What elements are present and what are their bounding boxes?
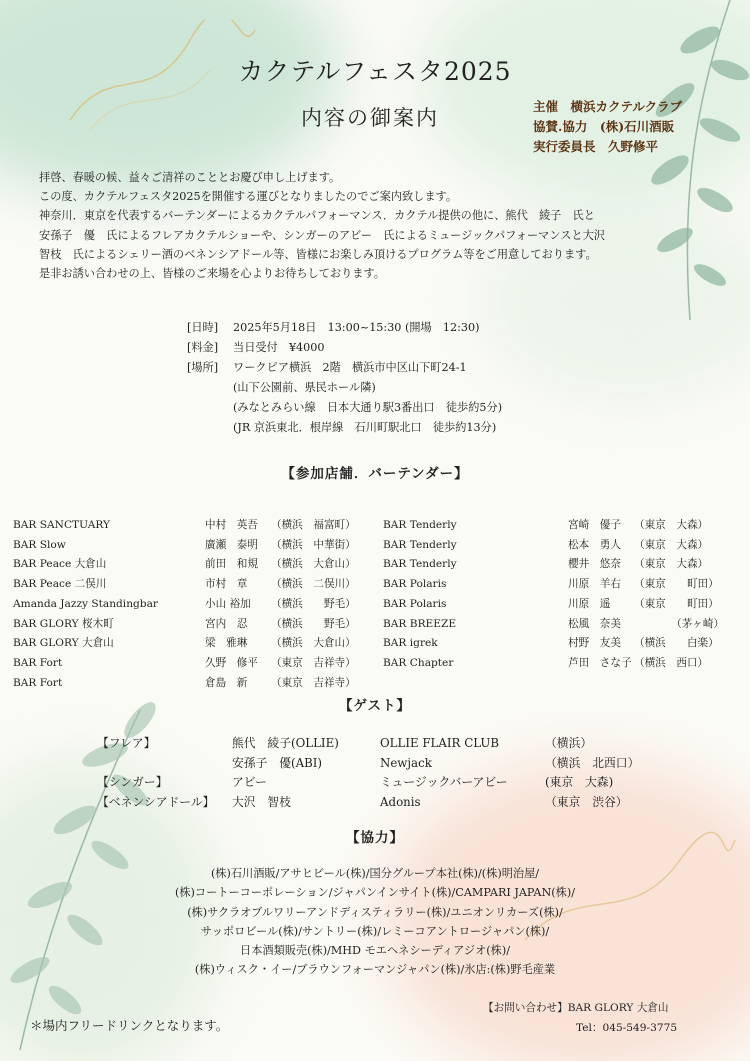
bar-area: （東京 大森） — [634, 519, 709, 531]
bar-name: BAR Fort — [13, 656, 63, 669]
event-place-label: [場所] — [187, 361, 219, 374]
bartender-name: 松本 勇人 — [568, 538, 621, 551]
bartender-row — [13, 516, 356, 536]
guest-name: 大沢 智枝 — [232, 794, 291, 809]
guest-area: （東京 渋谷） — [545, 794, 628, 809]
bar-area: （横浜 白楽） — [634, 637, 719, 650]
event-fee-row — [187, 338, 502, 358]
bartender-name: 廣瀬 泰明 — [205, 538, 258, 551]
guest-name: 安孫子 優(ABI) — [232, 755, 323, 770]
sponsor-line: (株)サクラオブルワリーアンドディスティラリー(株)/ユニオンリカーズ(株)/ — [187, 905, 563, 919]
bar-area: （横浜 大倉山） — [271, 637, 356, 650]
organizers-block — [533, 97, 682, 157]
guest-org: Adonis — [380, 794, 421, 809]
bartender-row — [13, 615, 356, 635]
bartender-row — [383, 516, 724, 536]
sponsor-line: サッポロビール(株)/サントリー(株)/レミーコアントロージャパン(株)/ — [200, 924, 550, 938]
guest-name: アビー — [232, 775, 267, 789]
bar-name: BAR BREEZE — [383, 617, 457, 630]
sponsor-line: (株)コートーコーポレーション/ジャパンインサイト(株)/CAMPARI JAPAN(株)/ — [175, 886, 575, 900]
intro-line: 智枝 氏によるシェリー酒のベネンシアドール等、皆様にお楽しみ頂けるプログラム等をご用意しております。 — [39, 247, 597, 261]
bartenders-list-right — [383, 516, 724, 674]
event-date-row — [187, 318, 502, 338]
bartender-name: 櫻井 悠奈 — [568, 558, 621, 571]
bartender-row — [13, 634, 356, 654]
guest-role: 【ベネンシアドール】 — [97, 794, 215, 809]
page-subtitle: 内容の御案内 — [301, 106, 439, 130]
bar-area: （東京 町田） — [634, 597, 719, 610]
bar-name: BAR Tenderly — [383, 538, 457, 551]
bartender-name: 村野 友美 — [568, 637, 621, 650]
bartender-name: 松風 奈美 — [568, 617, 621, 630]
guests-list — [97, 734, 639, 812]
bar-area: （横浜 西口） — [634, 656, 709, 669]
intro-line: 拝啓、春暖の候、益々ご清祥のこととお慶び申し上げます。 — [39, 171, 341, 184]
bar-name: BAR Chapter — [383, 656, 454, 669]
bar-area: （東京 吉祥寺） — [271, 656, 356, 669]
bar-area: （横浜 福富町） — [271, 519, 356, 531]
bar-area: （横浜 大倉山） — [271, 558, 356, 571]
bar-name: BAR GLORY 大倉山 — [13, 637, 114, 650]
bartender-name: 倉島 新 — [205, 676, 248, 689]
bartender-row — [383, 615, 724, 635]
bar-name: Amanda Jazzy Standingbar — [13, 597, 158, 610]
guest-role: 【フレア】 — [97, 736, 156, 750]
free-drink-note: ＊場内フリードリンクとなります。 — [30, 1018, 229, 1033]
contact-label: 【お問い合わせ】BAR GLORY 大倉山 — [483, 1002, 669, 1014]
intro-text — [39, 168, 605, 283]
bar-area: （東京 町田） — [634, 578, 719, 591]
bartender-row — [383, 536, 724, 556]
bar-name: BAR Slow — [13, 538, 66, 551]
bartender-name: 中村 英吾 — [205, 519, 258, 531]
bar-name: BAR igrek — [383, 637, 438, 650]
organizer-host: 主催 横浜カクテルクラブ — [533, 99, 683, 114]
bartender-row — [383, 555, 724, 575]
bar-area: （横浜 中華街） — [271, 538, 356, 551]
bartender-name: 川原 遥 — [568, 597, 611, 610]
intro-line: 是非お誘い合わせの上、皆様のご来場を心よりお待ちしております。 — [39, 267, 385, 281]
bartender-row — [383, 654, 724, 674]
bartender-row — [13, 595, 356, 615]
bar-name: BAR Polaris — [383, 597, 447, 610]
guests-heading: 【ゲスト】 — [339, 698, 411, 714]
guest-row — [97, 754, 639, 774]
organizer-sponsor: 協賛.協力 (株)石川酒販 — [533, 119, 675, 134]
bar-area: （横浜 二俣川） — [271, 578, 356, 591]
bartender-row — [13, 536, 356, 556]
bartender-name: 宮崎 優子 — [568, 519, 621, 531]
bartenders-heading: 【参加店舗．バーテンダー】 — [281, 466, 469, 482]
intro-line: 安孫子 優 氏によるフレアカクテルショーや、シンガーのアビー 氏によるミュージックパフォーマンスと大沢 — [39, 228, 605, 242]
event-details — [187, 318, 502, 438]
guest-row — [97, 734, 639, 754]
contact-block — [483, 998, 677, 1038]
sponsor-line: (株)ウィスク・イー/ブラウンフォーマンジャパン(株)/氷店:(株)野毛産業 — [194, 963, 556, 977]
bar-name: BAR SANCTUARY — [13, 519, 111, 531]
bartender-row — [13, 555, 356, 575]
bartender-name: 市村 章 — [205, 578, 248, 591]
guest-org: Newjack — [380, 755, 432, 770]
guest-area: （横浜） — [545, 736, 593, 750]
intro-line: この度、カクテルフェスタ2025を開催する運びとなりましたのでご案内致します。 — [39, 190, 458, 204]
event-fee-label: [料金] — [187, 341, 219, 354]
guest-row — [97, 793, 639, 813]
event-date-value: 2025年5月18日 13:00~15:30 (開場 12:30) — [233, 321, 480, 334]
sponsor-line: 日本酒類販売(株)/MHD モエヘネシーディアジオ(株)/ — [240, 944, 510, 958]
bartender-name: 芦田 さな子 — [568, 656, 632, 669]
guest-role: 【シンガー】 — [97, 775, 168, 789]
event-place-line: (みなとみらい線 日本大通り駅3番出口 徒歩約5分) — [233, 401, 503, 414]
bartender-name: 宮内 忍 — [205, 617, 248, 630]
event-place-line: ワークピア横浜 2階 横浜市中区山下町24-1 — [233, 361, 467, 374]
guest-org: OLLIE FLAIR CLUB — [380, 736, 500, 750]
guest-area: (東京 大森) — [545, 775, 614, 789]
event-place-row — [187, 358, 502, 438]
event-fee-value: 当日受付 ¥4000 — [233, 341, 325, 354]
page-title: カクテルフェスタ2025 — [238, 57, 512, 86]
bartender-name: 梁 雅琳 — [205, 637, 248, 650]
bartender-name: 久野 修平 — [205, 656, 258, 669]
guest-row — [97, 773, 639, 793]
sponsors-heading: 【協力】 — [346, 830, 404, 846]
bartenders-list-left — [13, 516, 356, 693]
bar-area: （茅ヶ崎） — [634, 617, 725, 630]
bartender-name: 川原 羊右 — [568, 578, 621, 591]
sponsor-line: (株)石川酒販/アサヒビール(株)/国分グループ本社(株)/(株)明治屋/ — [210, 867, 540, 880]
bar-name: BAR Tenderly — [383, 519, 457, 531]
bar-area: （横浜 野毛） — [271, 597, 356, 610]
bar-name: BAR Peace 二俣川 — [13, 578, 107, 591]
bar-area: （東京 吉祥寺） — [271, 676, 356, 689]
bartender-row — [383, 575, 724, 595]
guest-role — [97, 754, 232, 774]
bar-name: BAR Tenderly — [383, 558, 457, 571]
event-date-label: [日時] — [187, 321, 219, 334]
bartender-name: 小山 裕加 — [205, 597, 251, 610]
sponsors-list — [0, 864, 750, 980]
bar-name: BAR Fort — [13, 676, 63, 689]
bar-name: BAR Peace 大倉山 — [13, 558, 107, 571]
bartender-row — [13, 575, 356, 595]
bar-area: （東京 大森） — [634, 538, 709, 551]
bar-area: （横浜 野毛） — [271, 617, 356, 630]
intro-line: 神奈川．東京を代表するバーテンダーによるカクテルパフォーマンス．カクテル提供の他に、熊代 綾子 氏と — [39, 209, 595, 223]
bartender-row — [13, 654, 356, 674]
organizer-chair: 実行委員長 久野修平 — [533, 139, 659, 154]
bartender-row — [13, 674, 356, 694]
guest-org: ミュージックバーアビー — [380, 775, 508, 789]
guest-area: （横浜 北西口） — [545, 755, 640, 770]
event-place-line: (山下公園前、県民ホール隣) — [233, 381, 376, 394]
bartender-row — [383, 595, 724, 615]
bartender-name: 前田 和規 — [205, 558, 258, 571]
bar-name: BAR Polaris — [383, 578, 447, 591]
bar-name: BAR GLORY 桜木町 — [13, 617, 114, 630]
contact-tel: Tel：045-549-3775 — [576, 1022, 678, 1034]
bar-area: （東京 大森） — [634, 558, 709, 571]
event-place-line: (JR 京浜東北．根岸線 石川町駅北口 徒歩約13分) — [233, 421, 497, 434]
bartender-row — [383, 634, 724, 654]
guest-name: 熊代 綾子(OLLIE) — [232, 736, 339, 750]
